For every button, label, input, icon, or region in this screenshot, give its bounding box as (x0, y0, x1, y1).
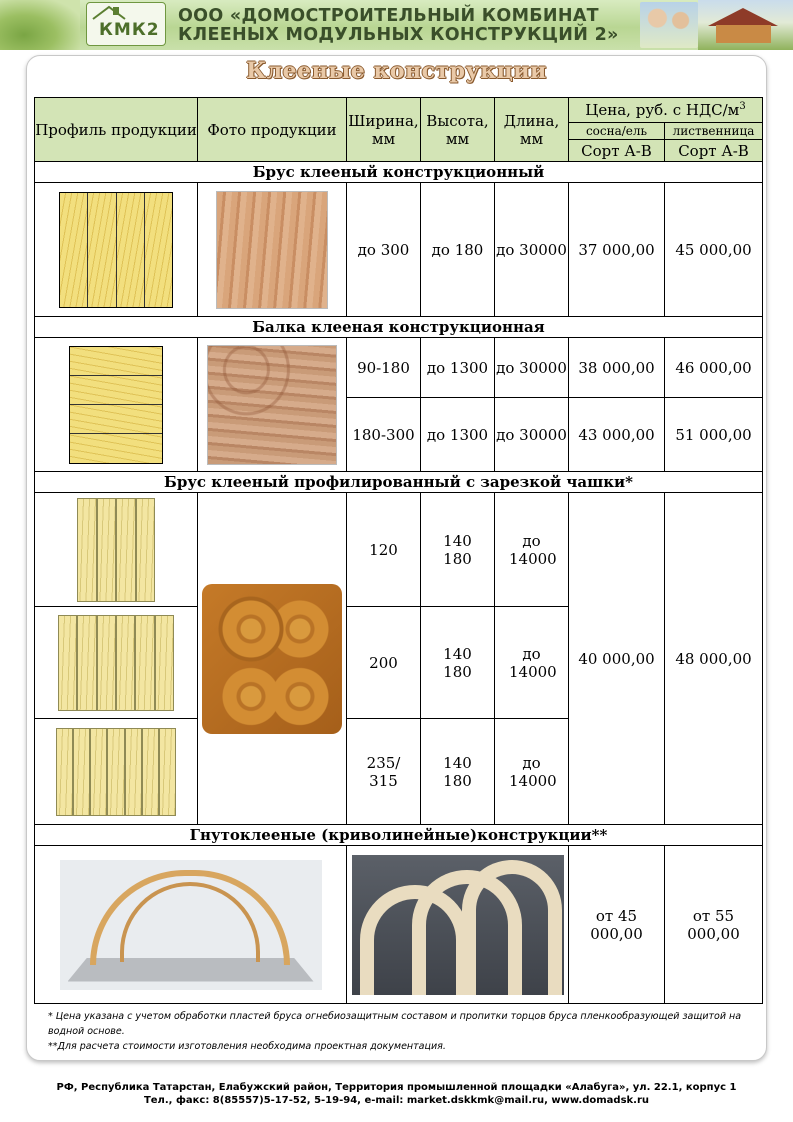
header-grade-pine: Сорт А-В (569, 140, 665, 162)
cell-height: до 1300 (421, 338, 495, 398)
cell-price-pine: от 45 000,00 (569, 846, 665, 1004)
cell-price-pine: 43 000,00 (569, 398, 665, 472)
price-table (34, 97, 763, 1004)
company-name-line1: ООО «ДОМОСТРОИТЕЛЬНЫЙ КОМБИНАТ (178, 6, 599, 26)
cell-price-larch: 48 000,00 (665, 493, 763, 825)
cell-price-larch: от 55 000,00 (665, 846, 763, 1004)
cell-height: 140 180 (421, 493, 495, 607)
profile-drawing (35, 493, 198, 607)
header-price-label: Цена, руб. с НДС/м (585, 101, 740, 119)
profile-drawing (35, 183, 198, 317)
footer-address: РФ, Республика Татарстан, Елабужский район, Территория промышленной площадки «Алабуга», ул. 22.1, корпус 1 (56, 1082, 737, 1093)
header-profile: Профиль продукции (35, 98, 198, 162)
logo-text: КМК2 (99, 20, 160, 40)
cell-length: до 14000 (495, 607, 569, 719)
grass-image (0, 0, 80, 50)
cell-width: 200 (347, 607, 421, 719)
product-photo (198, 338, 347, 472)
cell-width: 90-180 (347, 338, 421, 398)
header-price-sup: 3 (739, 101, 746, 112)
profiled-beam-200-drawing (58, 615, 174, 711)
cell-price-pine: 40 000,00 (569, 493, 665, 825)
cell-length: до 30000 (495, 183, 569, 317)
section-title: Брус клееный конструкционный (35, 162, 763, 183)
log-corner-photo (202, 584, 342, 734)
footnote-1: * Цена указана с учетом обработки пластей бруса огнебиозащитным составом и пропитки торцов бруса пленкообразующей защитой на водной основе. (48, 1011, 742, 1037)
cell-height: до 180 (421, 183, 495, 317)
cell-width: 235/ 315 (347, 719, 421, 825)
glued-beam-drawing (59, 192, 173, 308)
company-logo (86, 2, 166, 46)
header-height: Высота, мм (421, 98, 495, 162)
footer-contacts: Тел., факс: 8(85557)5-17-52, 5-19-94, e-mail: market.dskkmk@mail.ru, www.domadsk.ru (143, 1095, 650, 1106)
product-photo (198, 183, 347, 317)
wood-photo (216, 191, 328, 309)
profile-drawing (35, 338, 198, 472)
header-banner (0, 0, 793, 50)
cell-price-pine: 37 000,00 (569, 183, 665, 317)
profile-drawing (35, 607, 198, 719)
header-length: Длина, мм (495, 98, 569, 162)
beam-photo (207, 345, 337, 465)
company-name-line2: КЛЕЕНЫХ МОДУЛЬНЫХ КОНСТРУКЦИЙ 2» (178, 25, 619, 45)
family-photo (640, 2, 698, 48)
profile-drawing (35, 719, 198, 825)
product-photo (198, 493, 347, 825)
page-title: Клееные конструкции (246, 58, 547, 84)
cell-price-larch: 45 000,00 (665, 183, 763, 317)
cell-width: 180-300 (347, 398, 421, 472)
cell-height: до 1300 (421, 398, 495, 472)
footnotes (48, 1009, 748, 1054)
cell-price-larch: 51 000,00 (665, 398, 763, 472)
header-price (569, 98, 763, 123)
footnote-2: **Для расчета стоимости изготовления необходима проектная документация. (48, 1041, 446, 1052)
cell-price-larch: 46 000,00 (665, 338, 763, 398)
section-title: Гнутоклееные (криволинейные)конструкции** (35, 825, 763, 846)
house-photo (698, 0, 793, 50)
cell-length: до 14000 (495, 719, 569, 825)
profiled-beam-120-drawing (77, 498, 155, 602)
header-pine: сосна/ель (569, 123, 665, 140)
cell-height: 140 180 (421, 719, 495, 825)
profiled-beam-235-drawing (56, 728, 176, 816)
glued-girder-drawing (69, 346, 163, 464)
page-footer (0, 1081, 793, 1107)
product-photo (347, 846, 569, 1004)
section-title: Балка клееная конструкционная (35, 317, 763, 338)
cell-price-pine: 38 000,00 (569, 338, 665, 398)
arched-hangar-photo (60, 860, 322, 990)
cell-length: до 30000 (495, 398, 569, 472)
header-grade-larch: Сорт А-В (665, 140, 763, 162)
section-title: Брус клееный профилированный с зарезкой чашки* (35, 472, 763, 493)
header-width: Ширина, мм (347, 98, 421, 162)
cell-width: 120 (347, 493, 421, 607)
cell-height: 140 180 (421, 607, 495, 719)
product-photo (35, 846, 347, 1004)
curved-beams-photo (352, 855, 564, 995)
cell-length: до 30000 (495, 338, 569, 398)
header-photo: Фото продукции (198, 98, 347, 162)
header-larch: лиственница (665, 123, 763, 140)
cell-width: до 300 (347, 183, 421, 317)
cell-length: до 14000 (495, 493, 569, 607)
